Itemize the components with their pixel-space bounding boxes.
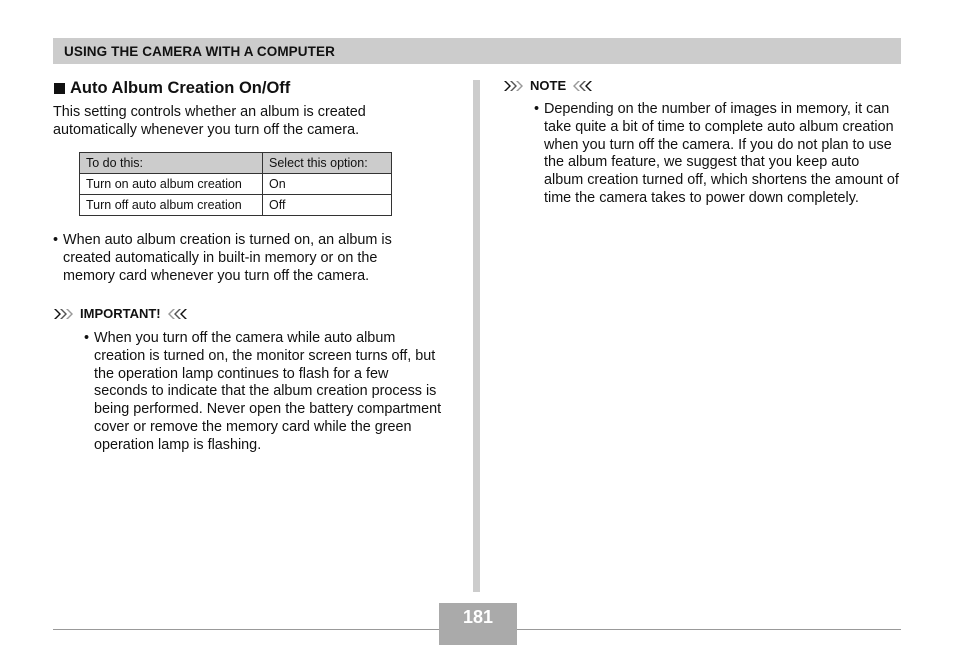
section-header-bar [53, 38, 901, 64]
note-label-text: NOTE [530, 78, 567, 93]
triple-chevron-left-icon [571, 80, 593, 92]
table-cell: Turn off auto album creation [80, 195, 263, 216]
table-header-cell: Select this option: [263, 153, 392, 174]
table-row [80, 174, 392, 195]
triple-chevron-right-icon [53, 308, 75, 320]
important-label [53, 306, 188, 321]
list-item-text: When auto album creation is turned on, an album is created automatically in built-in memory or on the memory card whenever you turn off the camera. [63, 232, 392, 284]
table-header-row [80, 153, 392, 174]
section-title-text: Auto Album Creation On/Off [70, 79, 291, 97]
bullet-dot-icon: • [84, 330, 90, 346]
table-header-cell: To do this: [80, 153, 263, 174]
main-bullet-list [53, 232, 433, 285]
note-label [503, 78, 593, 93]
black-square-icon [54, 83, 65, 94]
section-header-title: USING THE CAMERA WITH A COMPUTER [64, 44, 335, 59]
triple-chevron-right-icon [503, 80, 525, 92]
page-number-box [439, 603, 517, 645]
important-label-text: IMPORTANT! [80, 306, 161, 321]
settings-table [79, 152, 392, 216]
triple-chevron-left-icon [166, 308, 188, 320]
section-title [53, 79, 443, 98]
list-item [84, 330, 444, 455]
important-list [84, 330, 444, 455]
list-item [534, 101, 899, 208]
page-number: 181 [439, 603, 517, 630]
list-item-text: When you turn off the camera while auto album creation is turned on, the monitor screen turns off, but the operation lamp continues to flash for a few seconds to indicate that the album creation process is being performed. Never open the battery compartment cover or remove the memory card while the green operation lamp is flashing. [94, 330, 442, 453]
column-divider [473, 80, 480, 592]
note-list [534, 101, 899, 208]
table-cell: Turn on auto album creation [80, 174, 263, 195]
bullet-dot-icon: • [534, 101, 540, 117]
table-cell: Off [263, 195, 392, 216]
page-number-tab [439, 630, 517, 645]
table-row [80, 195, 392, 216]
table-cell: On [263, 174, 392, 195]
list-item [53, 232, 433, 285]
left-column [53, 79, 443, 98]
list-item-text: Depending on the number of images in memory, it can take quite a bit of time to complete auto album creation when you turn off the camera. If you do not plan to use the album feature, we suggest that you keep auto album creation turned off, which shortens the amount of time the camera takes to power down completely. [544, 101, 899, 206]
intro-paragraph: This setting controls whether an album is created automatically whenever you turn off the camera. [53, 104, 366, 138]
bullet-dot-icon: • [53, 232, 59, 248]
